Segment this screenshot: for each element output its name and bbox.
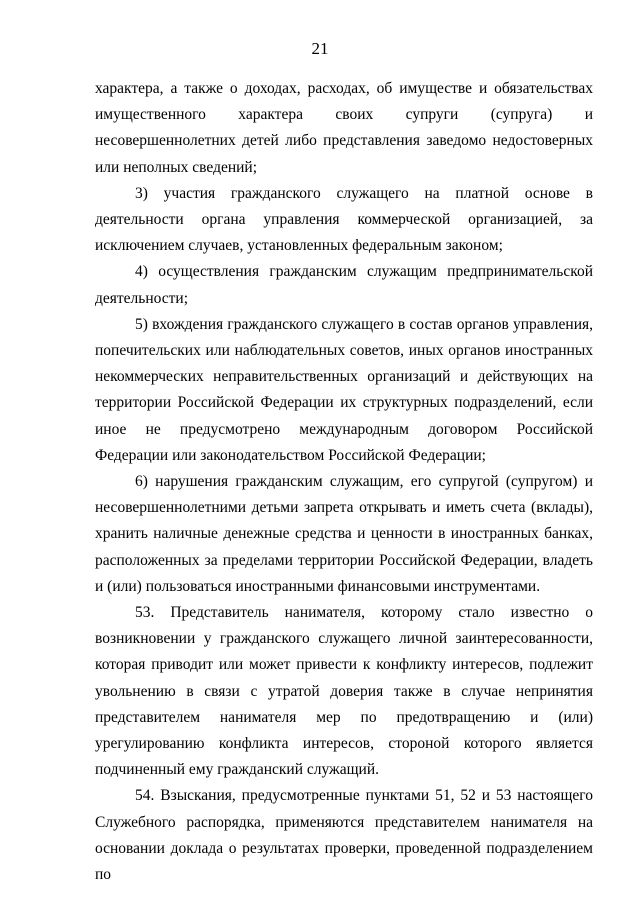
paragraph-item-4: 4) осуществления гражданским служащим предпринимательской деятельности;	[95, 263, 593, 307]
paragraph-item-3: 3) участия гражданского служащего на платной основе в деятельности органа управления коммерческой организацией, за исключением случаев, установленных федеральным законом;	[95, 184, 593, 255]
paragraph-continuation: характера, а также о доходах, расходах, об имуществе и обязательствах имущественного характера своих супруги (супруга) и несовершеннолетних детей либо представления заведомо недостоверных или неполных сведений;	[95, 80, 593, 176]
paragraph-section-53: 53. Представитель нанимателя, которому стало известно о возникновении у гражданского служащего личной заинтересованности, которая приводит или может привести к конфликту интересов, подлежит увольнению в связи с утратой доверия также в случае непринятия представителем нанимателя мер по предотвращению и (или) урегулированию конфликта интересов, стороной которого является подчиненный ему гражданский служащий.	[95, 604, 593, 779]
document-body	[95, 76, 593, 888]
page-number: 21	[311, 39, 329, 58]
paragraph-item-6: 6) нарушения гражданским служащим, его супругой (супругом) и несовершеннолетними детьми запрета открывать и иметь счета (вклады), хранить наличные денежные средства и ценности в иностранных банках, расположенных за пределами территории Российской Федерации, владеть и (или) пользоваться иностранными финансовыми инструментами.	[95, 473, 593, 595]
paragraph-item-5: 5) вхождения гражданского служащего в состав органов управления, попечительских или наблюдательных советов, иных органов иностранных некоммерческих неправительственных организаций и действующих на территории Российской Федерации их структурных подразделений, если иное не предусмотрено международным договором Российской Федерации или законодательством Российской Федерации;	[95, 315, 593, 464]
paragraph-section-54: 54. Взыскания, предусмотренные пунктами 51, 52 и 53 настоящего Служебного распорядка, применяются представителем нанимателя на основании доклада о результатах проверки, проведенной подразделением по	[95, 787, 593, 884]
